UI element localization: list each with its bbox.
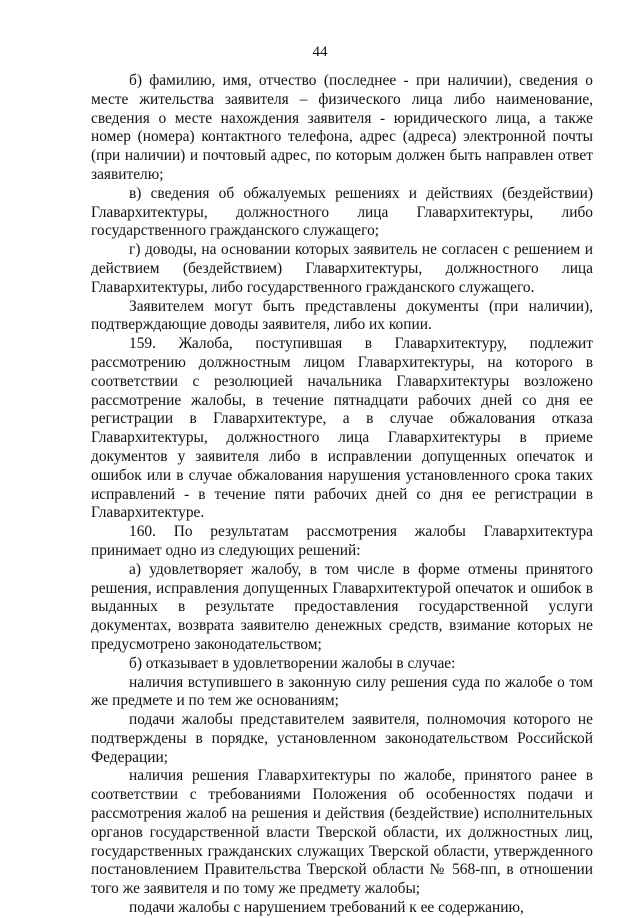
document-body: [91, 72, 593, 918]
paragraph-160-decisions: 160. По результатам рассмотрения жалобы Главархитектура принимает одно из следующих решений:: [91, 523, 593, 559]
paragraph-item-g-arguments: г) доводы, на основании которых заявитель не согласен с решением и действием (бездействием) Главархитектуры, должностного лица Главархитектуры, либо государственного гражданского служащего.: [91, 241, 593, 296]
paragraph-item-v-appealed-decisions: в) сведения об обжалуемых решениях и действиях (бездействии) Главархитектуры, должностного лица Главархитектуры, либо государственного гражданского служащего;: [91, 184, 593, 240]
paragraph-supporting-documents: Заявителем могут быть представлены документы (при наличии), подтверждающие доводы заявителя, либо их копии.: [91, 297, 593, 334]
paragraph-court-decision: наличия вступившего в законную силу решения суда по жалобе о том же предмете и по тем же основаниям;: [91, 673, 593, 710]
page-number: 44: [312, 44, 328, 60]
paragraph-decision-a-satisfy: а) удовлетворяет жалобу, в том числе в форме отмены принятого решения, исправления допущенных Главархитектурой опечаток и ошибок в выданных в результате предоставления государственной услуги документах, возврата заявителю денежных средств, взимание которых не предусмотрено законодательством;: [91, 560, 593, 653]
paragraph-decision-b-refuse: б) отказывает в удовлетворении жалобы в случае:: [129, 654, 456, 672]
paragraph-content-requirements: подачи жалобы с нарушением требований к ее содержанию,: [129, 899, 524, 917]
paragraph-item-b-applicant-details: б) фамилию, имя, отчество (последнее - при наличии), сведения о месте жительства заявителя – физического лица либо наименование, сведения о месте нахождения заявителя - юридического лица, а также номер (номера) контактного телефона, адрес (адреса) электронной почты (при наличии) и почтовый адрес, по которым должен быть направлен ответ заявителю;: [91, 72, 593, 183]
paragraph-159-review-term: 159. Жалоба, поступившая в Главархитектуру, подлежит рассмотрению должностным лицом Главархитектуры, на которого в соответствии с резолюцией начальника Главархитектуры возложено рассмотрение жалобы, в течение пятнадцати рабочих дней со дня ее регистрации в Главархитектуре, а в случае обжалования отказа Главархитектуры, должностного лица Главархитектуры в приеме документов у заявителя либо в исправлении допущенных опечаток и ошибок или в случае обжалования нарушения установленного срока таких исправлений - в течение пяти рабочих дней со дня ее регистрации в Главархитектуре.: [91, 335, 593, 522]
paragraph-representative-authority: подачи жалобы представителем заявителя, полномочия которого не подтверждены в порядке, установленном законодательством Российской Федерации;: [91, 711, 593, 766]
paragraph-previous-decision: наличия решения Главархитектуры по жалобе, принятого ранее в соответствии с требованиями Положения об особенностях подачи и рассмотрения жалоб на решения и действия (бездействие) исполнительных органов государственной власти Тверской области, их должностных лиц, государственных гражданских служащих Тверской области, утвержденного постановлением Правительства Тверской области № 568-пп, в отношении того же заявителя и по тому же предмету жалобы;: [91, 767, 593, 898]
